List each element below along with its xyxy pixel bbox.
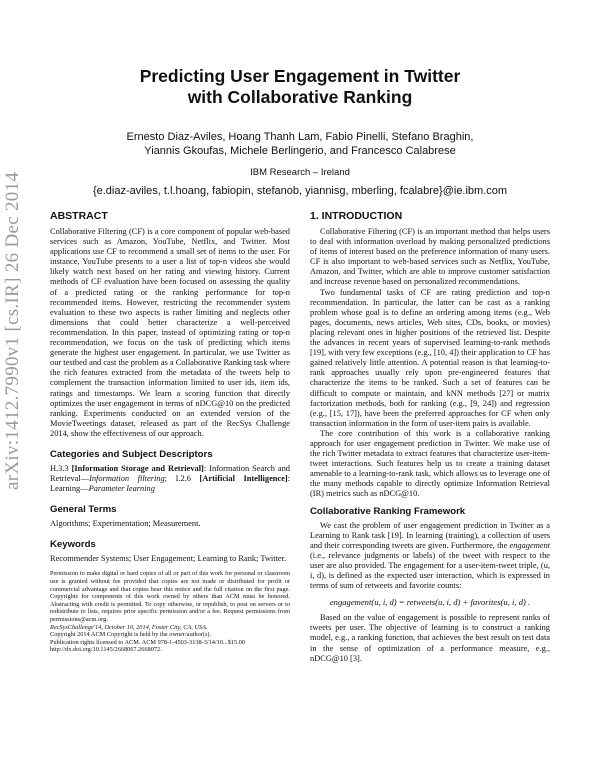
permission-notice: Permission to make digital or hard copies of all or part of this work for personal or classroom use is granted without fee provided that copies are not made or distributed for profit or commercial advantage and that copies bear this notice and the full citation on the first page. Copyrights for components of this work owned by others than ACM must be honored. Abstracting with credit is permitted. To copy otherwise, or republish, to post on servers or to redistribute to lists, requires prior specific permission and/or a fee. Request permissions from permissions@acm.org.: [50, 570, 290, 623]
category-code-h33: H.3.3: [50, 463, 69, 473]
right-column: [310, 210, 550, 664]
intro-paragraph-2: Two fundamental tasks of CF are rating prediction and top-n recommendation. In particular, the latter can be cast as a ranking problem whose goal is to define an ordering among items (e.g., Web pages, documents, news articles, Web sites, CDs, books, or movies) placing relevant ones in higher positions of the retrieved list. Despite the advances in recent years of supervised learning-to-rank methods [19], with very few exceptions (e.g., [10, 4]) their application to CF has gained relatively little attention. A potential reason is that learning-to-rank approaches usually rely upon pre-engineered features that characterize the items to be ranked. Such a set of features can be difficult to compute or maintain, and kNN methods [27] or matrix factorization methods, both for ranking (e.g., [9, 24]) and regression (e.g., [15, 17]), have been the preferred approaches for CF when only transaction information in the form of user-item pairs is available.: [310, 287, 550, 428]
keywords-text: Recommender Systems; User Engagement; Learning to Rank; Twitter.: [50, 554, 287, 564]
venue-name: RecSysChallenge'14, October 10, 2014, Foster City, CA, USA.: [50, 623, 208, 631]
keywords-heading: Keywords: [50, 539, 96, 551]
authors-line-2: Yiannis Gkoufas, Michele Berlingerio, and Francesco Calabrese: [144, 145, 456, 157]
framework-paragraph-2: Based on the value of engagement is possible to represent ranks of tweets per user. The objective of learning is to construct a ranking model, e.g., a ranking function, that achieves the best result on test data in the sense of optimization of a performance measure, e.g., nDCG@10 [3].: [310, 613, 550, 663]
category-label-1: [Information Storage and Retrieval]: [71, 463, 204, 473]
framework-heading: Collaborative Ranking Framework: [310, 505, 466, 517]
title-line-1: Predicting User Engagement in Twitter: [139, 66, 461, 86]
left-column: [50, 210, 290, 654]
engagement-equation: engagement(u, i, d) = retweets(u, i, d) + favorites(u, i, d) .: [329, 597, 531, 608]
title-line-2: with Collaborative Ranking: [187, 87, 413, 107]
publication-rights: Publication rights licensed to ACM. ACM 978-1-4503-3138-3/14/10...$15.00: [50, 638, 246, 646]
category-code-i26: ; I.2.6: [164, 474, 191, 484]
general-terms-text: Algorithms; Experimentation; Measurement.: [50, 519, 201, 529]
category-subject-2: Parameter learning: [88, 484, 155, 494]
category-text-2: : Learning—: [50, 474, 290, 494]
abstract-text: Collaborative Filtering (CF) is a core component of popular web-based services such as Amazon, YouTube, Netflix, and Twitter. Most applications use CF to recommend a small set of items to the user. For instance, YouTube presents to a user a list of top-n videos she would likely watch next based on her rating and viewing history. Current methods of CF evaluation have been focused on assessing the quality of a predicted rating or the ranking performance for top-n recommended items. However, restricting the recommender system evaluation to these two aspects is rather limiting and neglects other dimensions that could better characterize a well-perceived recommendation. In this paper, instead of optimizing rating or top-n recommendation, we focus on the task of predicting which items generate the highest user engagement. In particular, we use Twitter as our testbed and cast the problem as a Collaborative Ranking task where the rich features extracted from the metadata of the tweets help to complement the transaction information limited to user ids, item ids, ratings and timestamps. We learn a scoring function that directly optimizes the user engagement in terms of nDCG@10 on the predicted ranking. Experiments conducted on an extended version of the MovieTweetings dataset, released as part of the RecSys Challenge 2014, show the effectiveness of our approach.: [50, 227, 290, 438]
general-terms-heading: General Terms: [50, 504, 117, 516]
author-emails: {e.diaz-aviles, t.l.hoang, fabiopin, stefanob, yiannisg, mberling, fcalabre}@ie.ibm.com: [92, 185, 508, 197]
paper-title: [60, 66, 540, 108]
category-subject-1: Information filtering: [89, 474, 165, 484]
framework-text-a: We cast the problem of user engagement prediction in Twitter as a Learning to Rank task [19]. In learning (training), a collection of users and their corresponding tweets are given. Furthermore, the: [310, 520, 550, 550]
intro-paragraph-1: Collaborative Filtering (CF) is an important method that helps users to deal with information overload by making personalized predictions of items of interest based on the preference information of many users. CF is also important to web-based services such as Netflix, YouTube, Amazon, and Twitter, which are able to improve customer satisfaction and increase revenue based on personalized recommendations.: [310, 227, 550, 287]
category-label-2: [Artificial Intelligence]: [199, 474, 288, 484]
category-text-1: : Information Search and Retrieval—: [50, 463, 290, 484]
framework-paragraph-1: [310, 521, 550, 592]
author-list: [60, 130, 540, 158]
intro-paragraph-3: The core contribution of this work is a collaborative ranking approach for user engagement prediction in Twitter. We make use of the rich Twitter metadata to extract features that characterize user-item-tweet interactions. Such features help us to create a training dataset amenable to a learning-to-rank task, which allows us to leverage one of the many methods capable to directly optimize Information Retrieval (IR) metrics such as nDCG@10.: [310, 428, 550, 499]
categories-heading: Categories and Subject Descriptors: [50, 448, 213, 460]
abstract-heading: ABSTRACT: [50, 210, 108, 222]
venue-notice: [50, 624, 290, 632]
doi-link[interactable]: http://dx.doi.org/10.1145/2668067.2668072.: [50, 646, 162, 654]
affiliation: IBM Research – Ireland: [250, 167, 350, 178]
copyright-notice: Copyright 2014 ACM Copyright is held by the owner/author(s).: [50, 631, 212, 639]
categories-text: [50, 464, 290, 494]
arxiv-identifier-stamp: arXiv:1412.7990v1 [cs.IR] 26 Dec 2014: [2, 171, 23, 490]
framework-emphasis: engagement: [509, 540, 550, 550]
authors-line-1: Ernesto Diaz-Aviles, Hoang Thanh Lam, Fabio Pinelli, Stefano Braghin,: [126, 131, 474, 143]
framework-text-b: (i.e., relevance judgments or labels) of the tweet with respect to the user are also provided. The engagement for a user-item-tweet triple, (u, i, d), is defined as the expected user interaction, which is expressed in terms of sum of retweets and favorite counts:: [310, 550, 550, 591]
introduction-heading: 1. INTRODUCTION: [310, 210, 403, 222]
